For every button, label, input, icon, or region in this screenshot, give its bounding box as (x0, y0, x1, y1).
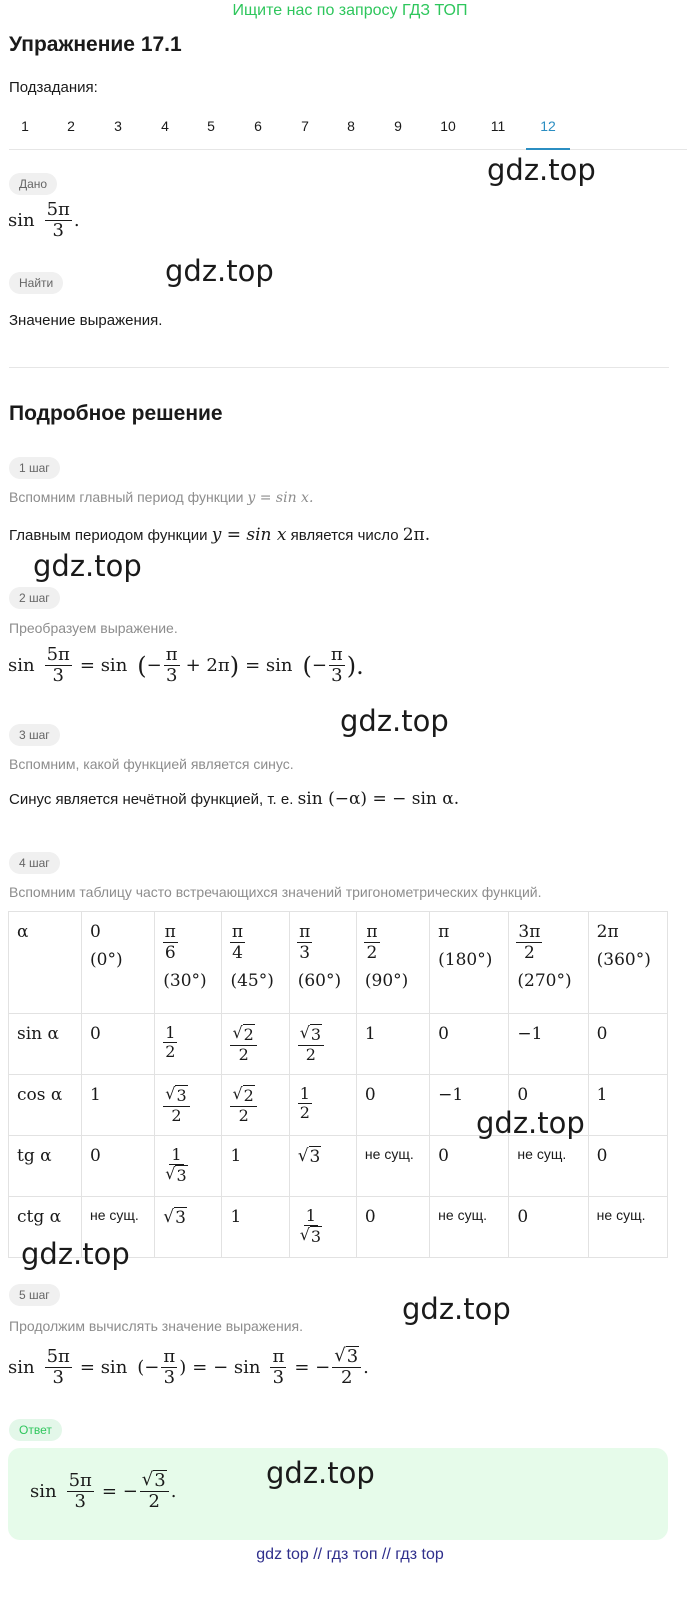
math-b: 2π. (402, 525, 431, 545)
degrees: (60°) (297, 971, 342, 991)
table-cell (509, 1197, 588, 1258)
fraction (164, 645, 180, 686)
page-title: Упражнение 17.1 (9, 33, 182, 56)
watermark: gdz.top (165, 254, 274, 288)
table-cell (82, 912, 155, 1014)
value: 0 (364, 1085, 376, 1105)
fraction (45, 1347, 72, 1388)
tab-12[interactable]: 12 (526, 115, 570, 150)
hint-text: Вспомним главный период функции (9, 489, 244, 505)
period: . (170, 1480, 177, 1502)
sin-text: sin (30, 1480, 57, 1502)
sqrt-icon: √ 3 (334, 1345, 359, 1367)
table-cell (509, 1014, 588, 1075)
denominator: 3 (52, 1366, 64, 1388)
numerator: π (165, 644, 178, 665)
radicand: 3 (346, 1346, 359, 1367)
value: 0 (438, 1024, 449, 1044)
table-cell (356, 1136, 429, 1197)
row-label: tg α (17, 1146, 52, 1166)
angle: 2π (596, 922, 619, 942)
paren-open: ( (302, 651, 312, 680)
table-cell (289, 1197, 356, 1258)
tab-3[interactable]: 3 (114, 118, 122, 134)
denominator: 3 (272, 1366, 285, 1388)
degrees: (90°) (364, 971, 409, 991)
watermark: gdz.top (402, 1292, 511, 1326)
watermark: gdz.top (476, 1106, 585, 1140)
table-cell (222, 1197, 289, 1258)
value: −1 (438, 1085, 464, 1105)
numerator: π (164, 922, 176, 942)
angle: π (438, 922, 450, 942)
sqrt-icon: √ 3 (141, 1469, 166, 1491)
sin-text: sin (8, 1356, 35, 1378)
value: 1 (596, 1085, 608, 1105)
row-label: ctg α (17, 1207, 62, 1227)
sin-text: sin (8, 655, 35, 676)
table-cell (356, 1075, 429, 1136)
step-2-expression (8, 645, 364, 686)
tab-4[interactable]: 4 (161, 118, 169, 134)
radicand: 3 (310, 1025, 322, 1044)
fraction (140, 1470, 169, 1512)
row-label: cos α (17, 1085, 63, 1105)
value: 0 (90, 1024, 101, 1044)
table-cell (82, 1075, 155, 1136)
step-2-hint: Преобразуем выражение. (9, 620, 178, 636)
radicand: 3 (154, 1470, 166, 1491)
denominator: 2 (238, 1045, 249, 1064)
top-banner[interactable]: Ищите нас по запросу ГДЗ ТОП (232, 2, 468, 19)
numerator: 5π (46, 199, 70, 220)
table-cell (155, 1075, 222, 1136)
radicand: 3 (175, 1208, 186, 1228)
numerator: 1 (305, 1206, 316, 1225)
answer-expression (30, 1470, 176, 1512)
minus: − (146, 655, 162, 676)
step-3-hint: Вспомним, какой функцией является синус. (9, 756, 294, 772)
step-4-badge: 4 шаг (9, 852, 60, 874)
step-1-hint (9, 489, 313, 506)
table-cell (222, 1014, 289, 1075)
table-cell (588, 1014, 667, 1075)
table-row (9, 1136, 668, 1197)
given-badge: Дано (9, 173, 57, 195)
table-cell (155, 1014, 222, 1075)
tab-9[interactable]: 9 (394, 118, 402, 134)
fraction (67, 1471, 94, 1512)
solution-title: Подробное решение (9, 402, 223, 425)
table-cell (509, 912, 588, 1014)
table-cell (430, 1014, 509, 1075)
numerator: π (163, 1345, 176, 1367)
fraction (332, 1346, 361, 1388)
equals-minus-sin: = − sin (192, 1356, 261, 1378)
text-a: Главным периодом функции (9, 527, 208, 544)
numerator: 3π (518, 922, 541, 942)
step-5-expression (8, 1346, 369, 1388)
table-cell (222, 912, 289, 1014)
sqrt-icon: √ 2 (232, 1023, 254, 1044)
divider (9, 367, 669, 368)
table-cell (588, 912, 667, 1014)
degrees: (180°) (438, 950, 493, 970)
denominator: 4 (232, 943, 243, 963)
table-row (9, 912, 668, 1014)
watermark: gdz.top (340, 704, 449, 738)
numerator: π (366, 922, 378, 942)
minus: − (311, 655, 327, 676)
radicand: 3 (309, 1147, 321, 1167)
fraction (161, 1347, 177, 1388)
table-cell (356, 1197, 429, 1258)
period: . (363, 1356, 369, 1378)
hint-math: y = sin x. (247, 490, 314, 506)
degrees: (45°) (230, 971, 274, 991)
table-cell (289, 1014, 356, 1075)
value: 0 (517, 1085, 529, 1105)
table-cell (588, 1075, 667, 1136)
table-cell (9, 1136, 82, 1197)
value: не сущ. (90, 1207, 139, 1223)
angle: 0 (90, 922, 101, 942)
table-cell (356, 912, 429, 1014)
value: не сущ. (438, 1207, 487, 1223)
radicand: 3 (176, 1086, 187, 1105)
denominator: 2 (366, 943, 378, 963)
denominator: 3 (165, 665, 178, 686)
tab-11[interactable]: 11 (490, 118, 506, 134)
degrees: (30°) (163, 971, 207, 991)
find-text: Значение выражения. (9, 312, 163, 329)
table-cell (289, 1075, 356, 1136)
numerator: π (272, 1345, 285, 1367)
table-cell (82, 1014, 155, 1075)
watermark: gdz.top (33, 549, 142, 583)
sqrt-icon: √ 3 (165, 1084, 187, 1105)
table-cell (9, 1075, 82, 1136)
answer-badge: Ответ (9, 1419, 62, 1441)
step-4-hint: Вспомним таблицу часто встречающихся значений тригонометрических функций. (9, 884, 542, 900)
equals-sin: = sin (245, 655, 293, 676)
denominator: 2 (299, 1103, 310, 1122)
numerator: π (330, 644, 343, 665)
sqrt-icon: √ 3 (165, 1164, 187, 1185)
radicand: 3 (310, 1227, 322, 1246)
table-cell (289, 1136, 356, 1197)
equals-minus: = − (294, 1356, 331, 1378)
denominator: 2 (171, 1106, 182, 1125)
value: 1 (230, 1207, 242, 1227)
value: 0 (90, 1146, 101, 1166)
value: не сущ. (517, 1146, 567, 1162)
table-cell (222, 1136, 289, 1197)
step-2-badge: 2 шаг (9, 587, 60, 609)
alpha: α (17, 922, 29, 942)
denominator: 3 (299, 943, 311, 963)
trig-table (8, 911, 668, 1258)
table-cell (155, 1197, 222, 1258)
table-cell (588, 1136, 667, 1197)
value: 0 (596, 1146, 608, 1166)
text-b: является число (290, 527, 399, 544)
fraction (270, 1347, 286, 1388)
denominator: 2 (238, 1106, 249, 1125)
sqrt-icon: √ 3 (297, 1146, 321, 1167)
tab-5[interactable]: 5 (207, 118, 215, 134)
math: sin (−α) = − sin α. (297, 789, 460, 809)
sqrt-icon: √ 3 (299, 1023, 322, 1044)
subtask-tabs (9, 115, 687, 150)
radicand: 2 (243, 1086, 254, 1105)
numerator: 1 (171, 1145, 182, 1164)
period: . (73, 210, 80, 231)
value: 1 (364, 1024, 376, 1044)
value: 0 (364, 1207, 376, 1227)
value: не сущ. (364, 1146, 414, 1162)
denominator: 2 (523, 943, 535, 963)
table-cell (289, 912, 356, 1014)
denominator: 3 (52, 220, 64, 241)
step-1-text (9, 525, 430, 545)
watermark: gdz.top (266, 1456, 375, 1490)
numerator: 5π (68, 1469, 92, 1491)
tab-6[interactable]: 6 (254, 118, 262, 134)
value: 0 (517, 1207, 529, 1227)
tab-7[interactable]: 7 (301, 118, 309, 134)
numerator: 5π (46, 644, 70, 665)
radicand: 3 (176, 1166, 187, 1185)
denominator: 6 (164, 943, 176, 963)
step-3-text (9, 789, 459, 809)
equals-sin: = sin (79, 1356, 128, 1378)
table-cell (155, 1136, 222, 1197)
table-cell (356, 1014, 429, 1075)
table-cell (430, 1136, 509, 1197)
denominator: 2 (340, 1367, 353, 1388)
find-badge: Найти (9, 272, 63, 294)
subtasks-label: Подзадания: (9, 79, 98, 96)
paren-close: ) (179, 1356, 187, 1378)
degrees: (0°) (90, 950, 123, 970)
math-a: y = sin x (211, 525, 287, 545)
tab-10[interactable]: 10 (440, 118, 456, 134)
fraction (329, 645, 345, 686)
table-cell (222, 1075, 289, 1136)
tab-8[interactable]: 8 (347, 118, 355, 134)
value: 1 (230, 1146, 242, 1166)
numerator: 1 (299, 1084, 310, 1103)
sin-text: sin (8, 210, 35, 231)
value: 0 (438, 1146, 449, 1166)
equals-sin: = sin (79, 655, 128, 676)
table-cell (9, 1014, 82, 1075)
value: 1 (90, 1085, 101, 1105)
table-cell (509, 1136, 588, 1197)
text: Синус является нечётной функцией, т. е. (9, 791, 294, 808)
paren-open-minus: (− (137, 1356, 160, 1378)
table-cell (588, 1197, 667, 1258)
plus-two-pi: + 2π (185, 655, 230, 676)
denominator: 3 (331, 665, 343, 686)
fraction (45, 645, 72, 686)
equals-minus: = − (101, 1480, 138, 1502)
table-cell (155, 912, 222, 1014)
tab-2[interactable]: 2 (67, 118, 75, 134)
numerator: π (299, 922, 311, 942)
denominator: 2 (148, 1491, 160, 1512)
sqrt-icon: √ 3 (163, 1207, 186, 1228)
numerator: π (231, 922, 244, 942)
sqrt-icon: √ 3 (299, 1225, 322, 1246)
table-cell (430, 1197, 509, 1258)
degrees: (360°) (596, 950, 651, 970)
step-5-badge: 5 шаг (9, 1284, 60, 1306)
fraction (45, 200, 72, 241)
paren-close: ) (229, 651, 240, 680)
denominator: 3 (74, 1490, 86, 1512)
table-cell (430, 912, 509, 1014)
given-expression (8, 200, 80, 241)
table-cell (82, 1136, 155, 1197)
table-cell (9, 912, 82, 1014)
denominator: 3 (163, 1366, 176, 1388)
table-row (9, 1014, 668, 1075)
step-1-badge: 1 шаг (9, 457, 60, 479)
row-label: sin α (17, 1024, 59, 1044)
value: 0 (596, 1024, 608, 1044)
paren-close-period: ). (346, 651, 364, 680)
sqrt-icon: √ 2 (232, 1084, 254, 1105)
degrees: (270°) (517, 971, 572, 991)
watermark: gdz.top (487, 153, 596, 187)
watermark: gdz.top (21, 1237, 130, 1271)
denominator: 2 (165, 1042, 176, 1061)
denominator: 2 (305, 1045, 316, 1064)
step-3-badge: 3 шаг (9, 724, 60, 746)
denominator: 3 (52, 665, 64, 686)
numerator: 1 (165, 1023, 176, 1042)
step-5-hint: Продолжим вычислять значение выражения. (9, 1318, 303, 1334)
paren-open: ( (137, 651, 147, 680)
tab-1[interactable]: 1 (21, 118, 29, 134)
value: не сущ. (596, 1207, 646, 1223)
bottom-links[interactable]: gdz top // гдз топ // гдз top (256, 1546, 444, 1563)
numerator: 5π (46, 1345, 70, 1367)
value: −1 (517, 1024, 543, 1044)
radicand: 2 (243, 1025, 254, 1044)
